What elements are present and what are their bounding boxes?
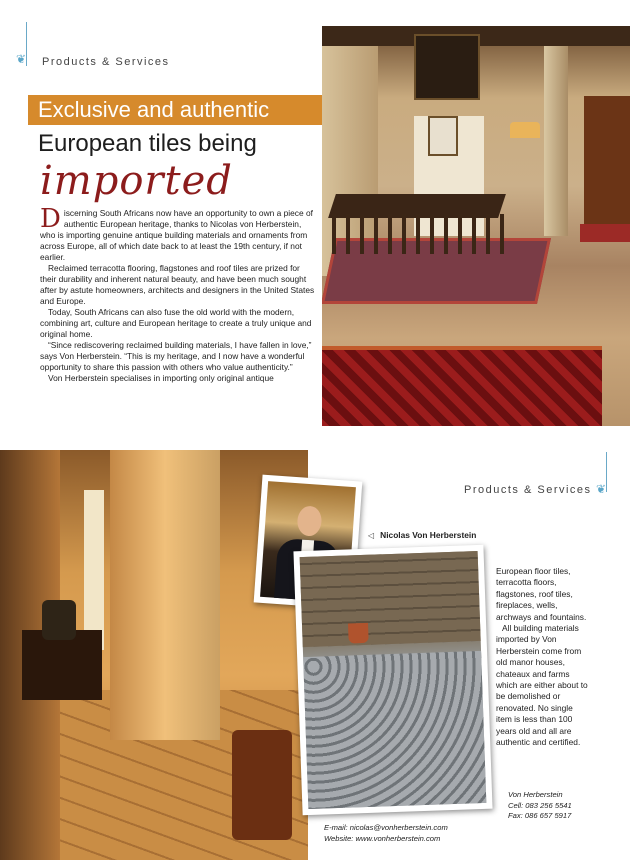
wooden-cabinet: [584, 96, 630, 236]
paragraph: Reclaimed terracotta flooring, flagstones and roof tiles are prized for their durability and inherent natural beauty, and have been much sought after by astute homeowners, architects and designers in the United States and Europe.: [40, 263, 315, 306]
paragraph: Discerning South Africans now have an opportunity to own a piece of authentic European heritage, thanks to Nicolas von Herberstein, who is importing genuine antique building materials and ornaments from across Europe, all of which date back to at least the 19th century, if not earlier.: [40, 204, 313, 262]
website-link[interactable]: Website: www.vonherberstein.com: [324, 833, 441, 843]
article-body: [40, 204, 316, 384]
section-divider-line: [606, 452, 607, 492]
article-subhead: European tiles being: [38, 130, 257, 157]
face: [296, 505, 322, 537]
doorway: [84, 490, 104, 650]
paragraph: “Since rediscovering reclaimed building materials, I have fallen in love,” says Von Herberstein. “This is my heritage, and I now have a wonderful opportunity to share this passion with others who value authenticity.”: [40, 340, 312, 372]
contact-block: [508, 790, 572, 822]
cobblestone-photo: [293, 545, 492, 815]
paragraph: European floor tiles, terracotta floors, flagstones, roof tiles, fireplaces, wells, archways and fountains.: [496, 566, 587, 622]
caption-pointer-icon: ◁: [368, 531, 375, 540]
paragraph: Von Herberstein specialises in importing only original antique: [48, 373, 274, 383]
section-label: Products & Services: [464, 484, 592, 496]
contact-name: Von Herberstein: [508, 790, 563, 799]
dining-chairs: [332, 214, 512, 254]
ornament-icon: ❦: [16, 52, 27, 66]
cobblestone-image: [300, 551, 487, 809]
email-link[interactable]: E-mail: nicolas@vonherberstein.com: [324, 823, 448, 832]
section-divider-line: [26, 22, 27, 66]
framed-artwork: [428, 116, 458, 156]
cobblestones: [303, 651, 486, 809]
rug: [580, 224, 630, 242]
ornament-icon: ❦: [596, 482, 607, 496]
contact-fax: Fax: 086 657 5917: [508, 811, 572, 821]
photo-caption: ◁ Nicolas Von Herberstein: [368, 530, 477, 540]
article-banner-title: Exclusive and authentic: [28, 95, 322, 125]
urn: [42, 600, 76, 640]
dining-hall-photo: [322, 26, 630, 426]
contact-cell: Cell: 083 256 5541: [508, 800, 572, 810]
lamp: [510, 122, 540, 138]
footer-contact: [324, 823, 448, 844]
stone-column: [544, 46, 568, 236]
persian-rug: [322, 346, 602, 426]
plant-pot: [348, 623, 369, 644]
stone-pillar: [110, 450, 220, 740]
sideboard: [22, 630, 102, 700]
article-script-word: imported: [40, 158, 233, 204]
side-column: [496, 566, 588, 749]
dropcap: D: [40, 204, 61, 234]
paragraph: All building materials imported by Von Herberstein come from old manor houses, chateaux and farms which are either about to be demolished or renovated. No single item is less than 100 years old and all are authentic and certified.: [496, 623, 588, 748]
stone-wall: [300, 551, 481, 647]
paragraph: Today, South Africans can also fuse the old world with the modern, combining art, culture and European heritage to create a truly unique and original home.: [40, 307, 312, 339]
portrait-painting: [414, 34, 480, 100]
antique-chair: [232, 730, 292, 840]
section-label: Products & Services: [42, 56, 170, 68]
